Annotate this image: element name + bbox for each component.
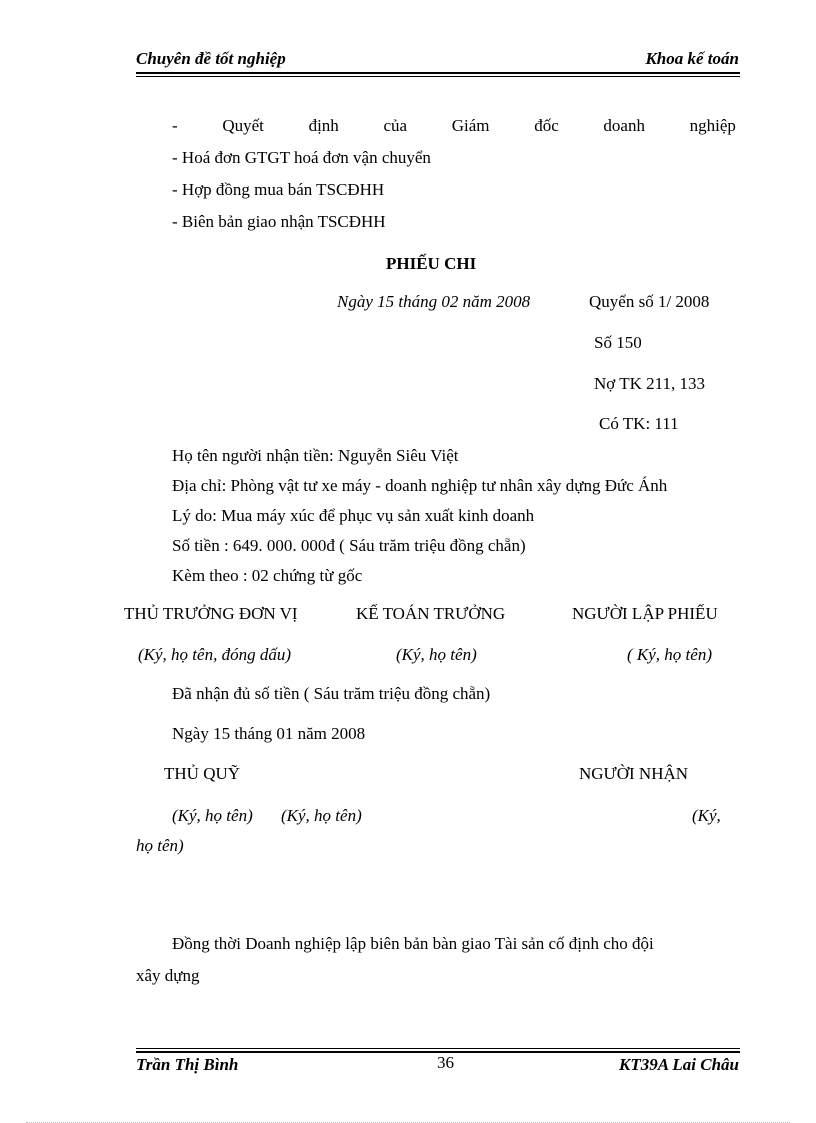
header-right-title: Khoa kế toán [645,49,739,68]
cashier-role: THỦ QUỸ [164,764,241,783]
doc-word: đốc [534,116,559,135]
voucher-attached: Kèm theo : 02 chứng từ gốc [172,566,363,585]
doc-item-invoice: - Hoá đơn GTGT hoá đơn vận chuyển [172,148,431,167]
doc-item-handover: - Biên bản giao nhận TSCĐHH [172,212,386,231]
voucher-title: PHIẾU CHI [386,254,477,273]
voucher-credit: Có TK: 111 [599,414,679,433]
received-date: Ngày 15 tháng 01 năm 2008 [172,724,366,743]
footer-author: Trần Thị Bình [136,1055,239,1074]
doc-word: Quyết [222,116,264,135]
voucher-book-no: Quyển số 1/ 2008 [589,292,710,311]
doc-word: nghiệp [689,116,736,135]
header-rule-thin [136,76,740,77]
doc-word: định [308,116,339,135]
footer-rule-thin [136,1048,740,1049]
sign-note-chief-accountant: (Ký, họ tên) [396,645,477,664]
doc-item-decision [172,116,736,136]
header-left-title: Chuyên đề tốt nghiệp [136,49,286,68]
doc-word: doanh [603,116,645,135]
doc-word: Giám [451,116,490,135]
cashier-sign-note: (Ký, họ tên) [172,806,253,825]
header-rule [136,72,740,74]
voucher-number: Số 150 [594,333,642,352]
cashier-sign-note-2: (Ký, họ tên) [281,806,362,825]
received-amount: Đã nhận đủ số tiền ( Sáu trăm triệu đồng chẵn) [172,684,491,703]
voucher-date: Ngày 15 tháng 02 năm 2008 [337,292,531,311]
sign-note-director: (Ký, họ tên, đóng dấu) [138,645,291,664]
doc-dash: - [172,116,178,135]
receiver-sign-note: (Ký, [692,806,721,825]
voucher-address: Địa chỉ: Phòng vật tư xe máy - doanh nghiệp tư nhân xây dựng Đức Ánh [172,476,668,495]
doc-item-contract: - Hợp đồng mua bán TSCĐHH [172,180,385,199]
doc-word: của [383,116,408,135]
voucher-recipient: Họ tên người nhận tiền: Nguyễn Siêu Việt [172,446,459,465]
sign-role-chief-accountant: KẾ TOÁN TRƯỞNG [356,604,506,623]
sign-role-director: THỦ TRƯỞNG ĐƠN VỊ [124,604,298,623]
voucher-reason: Lý do: Mua máy xúc để phục vụ sản xuất kinh doanh [172,506,535,525]
receiver-sign-note-cont: họ tên) [136,836,184,855]
footer-class: KT39A Lai Châu [619,1055,739,1074]
sign-role-preparer: NGƯỜI LẬP PHIẾU [572,604,718,623]
voucher-amount: Số tiền : 649. 000. 000đ ( Sáu trăm triệu đồng chẵn) [172,536,526,555]
receiver-role: NGƯỜI NHẬN [579,764,689,783]
voucher-debit: Nợ TK 211, 133 [594,374,705,393]
sign-note-preparer: ( Ký, họ tên) [627,645,712,664]
footer-page-number: 36 [437,1053,454,1072]
closing-line-2: xây dựng [136,966,200,985]
closing-line-1: Đồng thời Doanh nghiệp lập biên bản bàn giao Tài sản cố định cho đội [172,934,654,953]
